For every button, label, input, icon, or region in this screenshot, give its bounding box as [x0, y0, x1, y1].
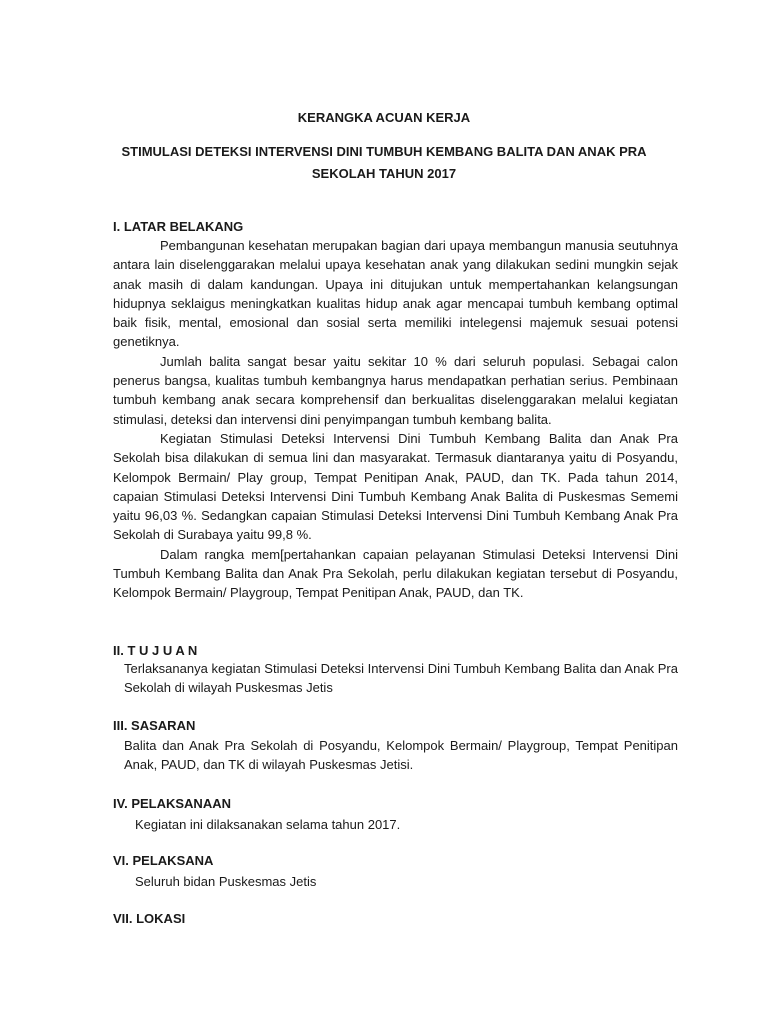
section-text-sasaran: Balita dan Anak Pra Sekolah di Posyandu, Kelompok Bermain/ Playgroup, Tempat Penitipan Anak, PAUD, dan TK di wilayah Puskesmas Jetisi.	[124, 738, 678, 773]
section-heading-lokasi: VII. LOKASI	[113, 911, 186, 926]
document-subtitle: STIMULASI DETEKSI INTERVENSI DINI TUMBUH KEMBANG BALITA DAN ANAK PRA SEKOLAH TAHUN 2017	[121, 144, 647, 181]
section-heading-tujuan: II. T U J U A N	[113, 643, 198, 658]
paragraph: Kegiatan Stimulasi Deteksi Intervensi Dini Tumbuh Kembang Balita dan Anak Pra Sekolah bisa dilakukan di semua lini dan masyarakat. Termasuk diantaranya yaitu di Posyandu, Kelompok Bermain/ Play group, Tempat Penitipan Anak, PAUD, dan TK. Pada tahun 2014, capaian Stimulasi Deteksi Intervensi Dini Tumbuh Kembang Anak Balita di Puskesmas Sememi yaitu 96,03 %. Sedangkan capaian Stimulasi Deteksi Intervensi Dini Tumbuh Kembang Anak Pra Sekolah di Surabaya yaitu 99,8 %.	[113, 430, 678, 543]
section-heading-latar-belakang: I. LATAR BELAKANG	[113, 219, 244, 234]
section-body-latar-belakang	[113, 236, 678, 603]
paragraph: Dalam rangka mem[pertahankan capaian pelayanan Stimulasi Deteksi Intervensi Dini Tumbuh Kembang Balita dan Anak Pra Sekolah, perlu dilakukan kegiatan tersebut di Posyandu, Kelompok Bermain/ Playgroup, Tempat Penitipan Anak, PAUD, dan TK.	[113, 546, 678, 601]
paragraph: Jumlah balita sangat besar yaitu sekitar 10 % dari seluruh populasi. Sebagai calon penerus bangsa, kualitas tumbuh kembangnya harus mendapatkan perhatian serius. Pembinaan tumbuh kembang anak secara komprehensif dan berkualitas diselenggarakan melalui kegiatan stimulasi, deteksi dan intervensi dini penyimpangan tumbuh kembang balita.	[113, 353, 678, 427]
section-text-pelaksanaan: Kegiatan ini dilaksanakan selama tahun 2017.	[135, 817, 401, 832]
section-text-tujuan: Terlaksananya kegiatan Stimulasi Deteksi Intervensi Dini Tumbuh Kembang Balita dan Anak Pra Sekolah di wilayah Puskesmas Jetis	[124, 661, 678, 696]
document-title: KERANGKA ACUAN KERJA	[297, 110, 471, 125]
section-heading-pelaksana: VI. PELAKSANA	[113, 853, 214, 868]
section-text-pelaksana: Seluruh bidan Puskesmas Jetis	[135, 874, 317, 889]
paragraph: Pembangunan kesehatan merupakan bagian dari upaya membangun manusia seutuhnya antara lain diselenggarakan melalui upaya kesehatan anak yang dilakukan sedini mungkin sejak anak masih di dalam kandungan. Upaya ini ditujukan untuk mempertahankan kelangsungan hidupnya seklaigus meningkatkan kualitas hidup anak agar mencapai tumbuh kembang optimal baik fisik, mental, emosional dan sosial serta memiliki intelegensi majemuk sesuai potensi genetiknya.	[113, 238, 678, 350]
section-heading-sasaran: III. SASARAN	[113, 718, 196, 733]
section-heading-pelaksanaan: IV. PELAKSANAAN	[113, 796, 231, 811]
